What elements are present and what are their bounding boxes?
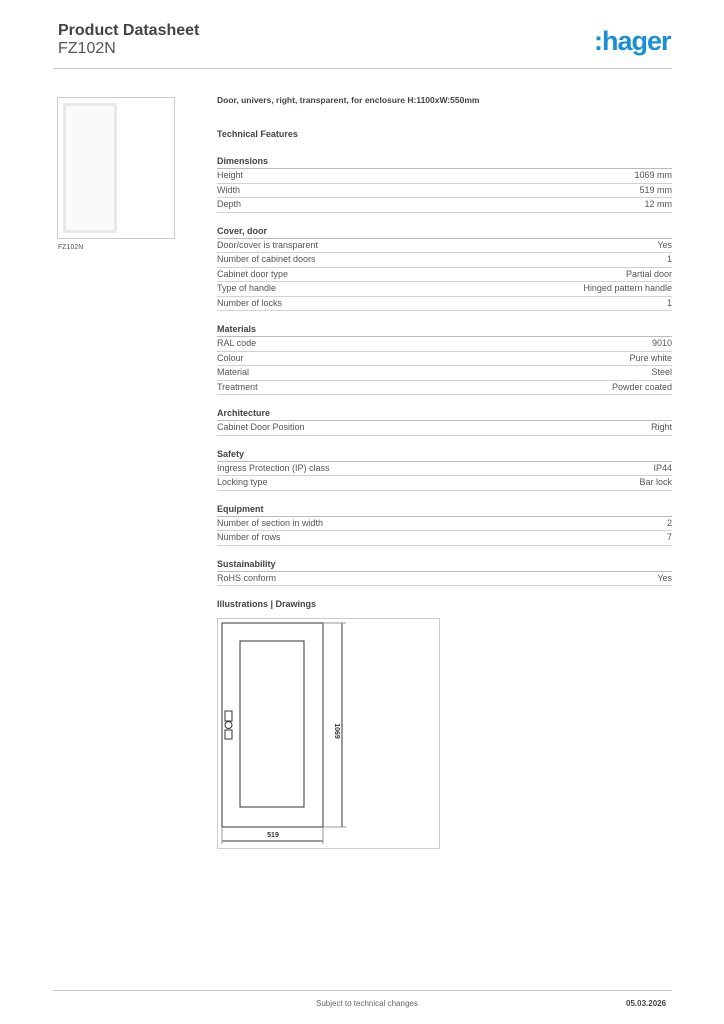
- spec-row: [217, 517, 672, 532]
- spec-label: Ingress Protection (IP) class: [217, 462, 330, 473]
- spec-label: RoHS conform: [217, 572, 277, 583]
- page-title: Product Datasheet: [58, 22, 200, 39]
- spec-label: Cabinet Door Position: [217, 422, 305, 432]
- technical-content: [217, 95, 672, 586]
- product-image-caption: FZ102N: [58, 244, 84, 251]
- spec-row: [217, 169, 672, 184]
- spec-value: Bar lock: [639, 477, 672, 487]
- footer-divider: [53, 990, 672, 991]
- spec-row: [217, 352, 672, 367]
- spec-row: [217, 198, 672, 213]
- section-dimensions: [217, 155, 672, 213]
- handle-icon: [225, 711, 232, 721]
- technical-features-heading: Technical Features: [217, 129, 298, 139]
- product-description: Door, univers, right, transparent, for enclosure H:1100xW:550mm: [217, 95, 480, 105]
- window-outline: [240, 641, 304, 807]
- height-dimension-label: 1069: [333, 723, 340, 739]
- spec-value: Right: [650, 422, 672, 432]
- section-heading: Materials: [217, 323, 672, 337]
- spec-row: [217, 239, 672, 254]
- spec-value: Yes: [657, 239, 672, 250]
- product-code: FZ102N: [58, 40, 116, 57]
- spec-row: [217, 572, 672, 587]
- section-equipment: [217, 503, 672, 546]
- spec-row: [217, 462, 672, 477]
- section-sustainability: [217, 558, 672, 587]
- spec-label: Cabinet door type: [217, 268, 289, 279]
- spec-value: IP44: [653, 462, 672, 473]
- spec-row: [217, 421, 672, 436]
- hager-logo: :hager: [594, 26, 671, 56]
- spec-label: Type of handle: [217, 283, 277, 293]
- spec-value: 2: [666, 517, 672, 528]
- width-dimension-label: 519: [267, 832, 279, 839]
- section-architecture: [217, 407, 672, 436]
- spec-value: Hinged pattern handle: [583, 283, 672, 293]
- spec-label: Locking type: [217, 477, 268, 487]
- spec-row: [217, 366, 672, 381]
- spec-value: 1: [666, 254, 672, 264]
- section-heading: Equipment: [217, 503, 672, 517]
- spec-row: [217, 184, 672, 199]
- header-divider: [53, 68, 672, 69]
- spec-row: [217, 297, 672, 312]
- spec-label: Height: [217, 170, 244, 180]
- spec-value: 7: [666, 532, 672, 542]
- footer-note: Subject to technical changes: [316, 999, 418, 1008]
- door-drawing-svg: [218, 619, 439, 848]
- spec-label: Number of locks: [217, 297, 283, 308]
- spec-value: Powder coated: [611, 381, 672, 392]
- illustrations-heading: Illustrations | Drawings: [217, 599, 317, 609]
- section-heading: Safety: [217, 448, 672, 462]
- door-drawing: [217, 618, 440, 849]
- spec-row: [217, 253, 672, 268]
- spec-label: Colour: [217, 352, 244, 363]
- spec-value: Yes: [657, 572, 672, 583]
- spec-label: Treatment: [217, 381, 258, 392]
- spec-value: 9010: [651, 338, 672, 348]
- section-heading: Architecture: [217, 407, 672, 421]
- spec-row: [217, 476, 672, 491]
- spec-label: RAL code: [217, 338, 257, 348]
- spec-row: [217, 337, 672, 352]
- spec-value: Steel: [651, 367, 672, 377]
- section-heading: Cover, door: [217, 225, 672, 239]
- spec-value: 1: [666, 297, 672, 308]
- spec-value: Pure white: [629, 352, 672, 363]
- spec-value: Partial door: [625, 268, 672, 279]
- lock-icon: [225, 722, 232, 729]
- section-materials: [217, 323, 672, 395]
- spec-row: [217, 268, 672, 283]
- spec-value: 12 mm: [644, 199, 672, 209]
- section-cover-door: [217, 225, 672, 312]
- spec-label: Width: [217, 184, 241, 195]
- spec-label: Number of section in width: [217, 517, 324, 528]
- section-safety: [217, 448, 672, 491]
- door-outline: [222, 623, 323, 827]
- spec-value: 519 mm: [639, 184, 672, 195]
- spec-label: Number of rows: [217, 532, 281, 542]
- spec-row: [217, 531, 672, 546]
- section-heading: Sustainability: [217, 558, 672, 572]
- product-image: [57, 97, 175, 239]
- spec-label: Number of cabinet doors: [217, 254, 316, 264]
- spec-label: Depth: [217, 199, 242, 209]
- spec-label: Material: [217, 367, 250, 377]
- spec-row: [217, 282, 672, 297]
- spec-label: Door/cover is transparent: [217, 239, 319, 250]
- spec-value: 1069 mm: [634, 170, 672, 180]
- section-heading: Dimensions: [217, 155, 672, 169]
- footer-date: 05.03.2026: [626, 999, 667, 1008]
- spec-row: [217, 381, 672, 396]
